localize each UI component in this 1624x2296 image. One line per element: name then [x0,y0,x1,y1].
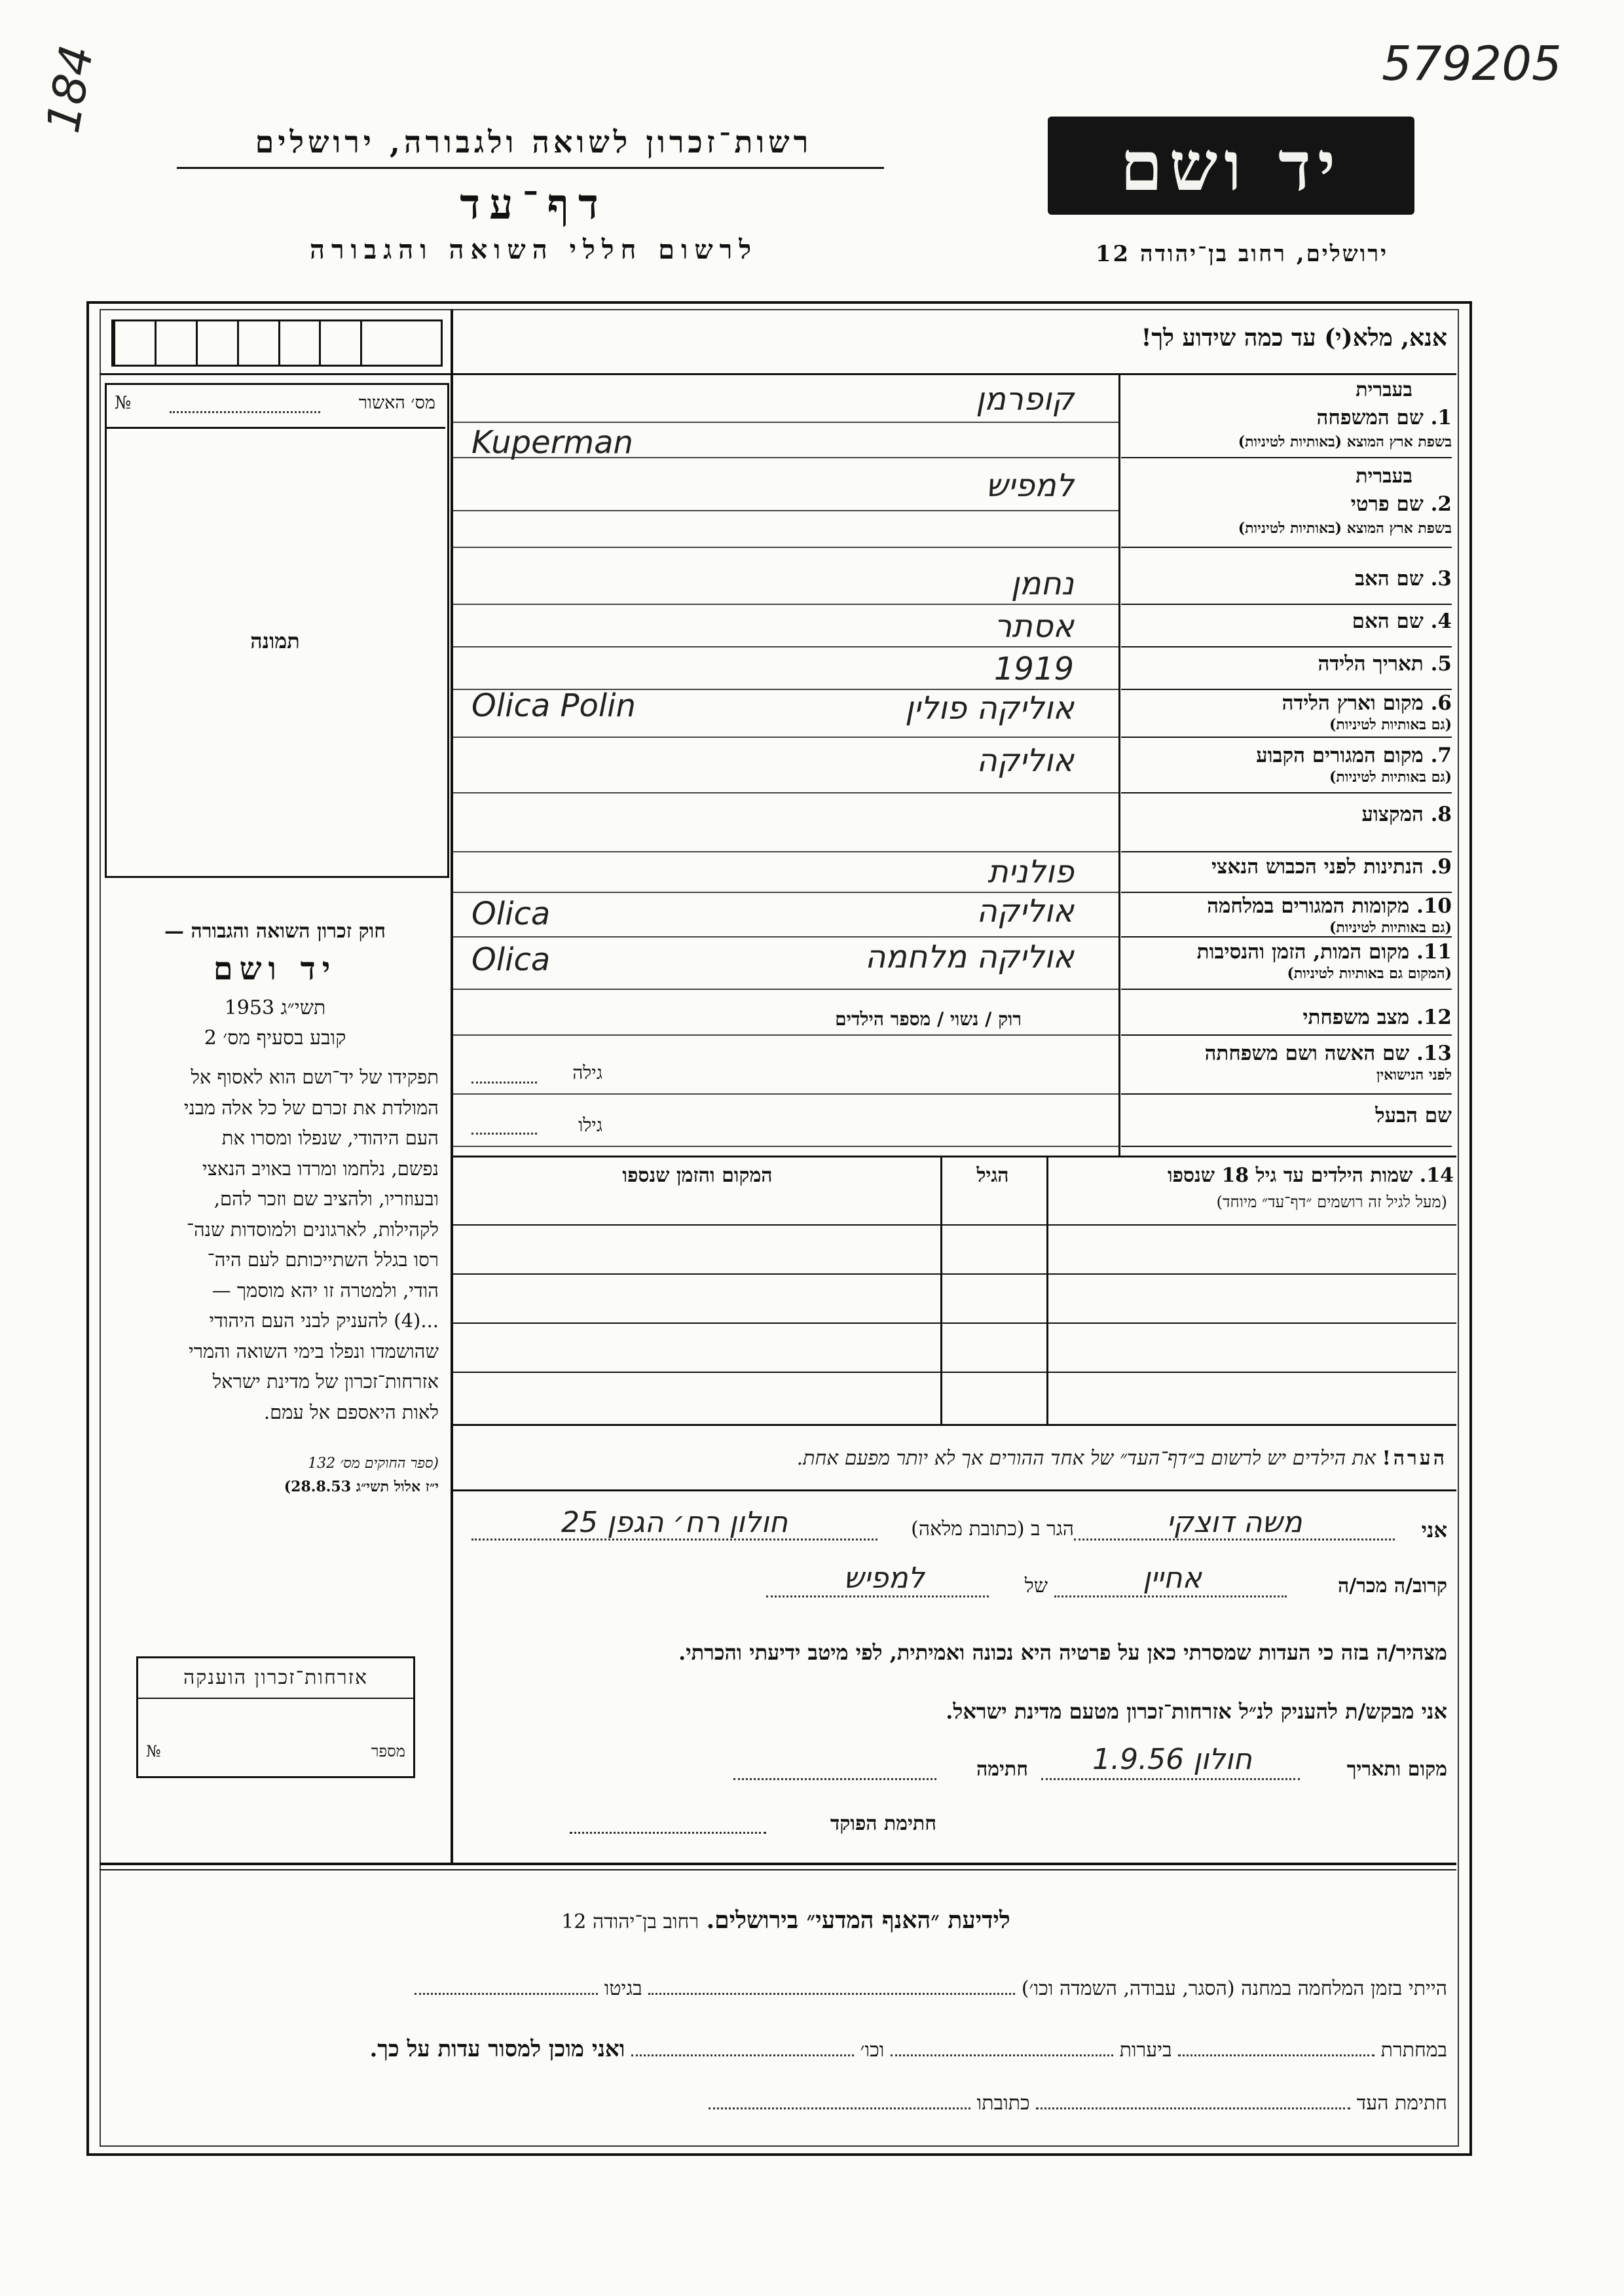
field-value-hebrew[interactable]: קופרמן [976,381,1074,418]
form-field-label: 7. מקום המגורים הקבוע [1256,744,1452,767]
field-value-latin[interactable]: Olica [471,941,551,978]
form-field-row [1121,648,1452,689]
signature-label: חתימה [976,1758,1028,1781]
form-field-row [1121,851,1452,892]
declarant-name[interactable]: משה דוצקי [1166,1506,1302,1539]
children-note: הערה! את הילדים יש לרשום ב״דף־העד״ של אחד ההורים אך לא יותר מפעם אחת. [796,1447,1447,1470]
law-body [105,1062,445,1427]
logo-text: יד ושם [1120,125,1342,206]
law-year: תשי״ג 1953 [224,996,326,1019]
form-field-label: 4. שם האם [1352,610,1452,633]
law-body-line: רסו בגלל השתייכותם לעם היה־ [207,1248,439,1271]
form-field-label: 13. שם האשה ושם משפחתה [1204,1042,1452,1065]
form-field-row [1121,1002,1452,1034]
form-field-sublabel: לפני הנישואין [1376,1066,1452,1084]
footer-line-1: הייתי בזמן המלחמה במחנה (הסגר, עבודה, השמדה וכו׳) בגיטו [144,1977,1447,2000]
law-body-line: תפקידו של יד־ושם הוא לאסוף אל [191,1066,439,1088]
field-value-latin[interactable]: Olica [471,896,551,932]
form-field-label: 5. תאריך הלידה [1318,652,1452,676]
officer-signature-label: חתימת הפוקד [830,1812,936,1835]
law-body-line: נפשם, נלחמו ומרדו באויב הנאצי [202,1157,439,1180]
resides-label: הגר ב (כתובת מלאה) [911,1518,1074,1540]
form-title: דף־עד [460,180,608,229]
code-boxes [111,319,443,367]
field-value-hebrew[interactable]: 1919 [993,651,1074,687]
law-body-line: ובעוזריו, ולהציב שם וזכר להם, [213,1188,439,1210]
form-field-row [1121,465,1452,547]
field-value-hebrew[interactable]: אסתר [994,608,1074,645]
citizenship-title: אזרחות־זכרון הוענקה [183,1666,368,1689]
footer-title: לידיעת ״האנף המדעי״ בירושלים. [706,1906,1010,1934]
footer-address: רחוב בן־יהודה 12 [561,1910,699,1933]
marital-status-options: רוק / נשוי / מספר הילדים [835,1008,1022,1030]
hebrew-column-label: בעברית [1356,378,1412,401]
children-label: 14. שמות הילדים עד גיל 18 שנספו [1167,1164,1454,1187]
husband-age-label: גילו [578,1114,602,1136]
wife-age-label: גילה [572,1062,602,1084]
place-date-value[interactable]: חולון 1.9.56 [1092,1743,1252,1776]
form-field-sublabel: (גם באותיות לטיניות) [1329,716,1452,733]
form-field-label: 2. שם פרטי [1350,492,1452,516]
form-subtitle: לרשום חללי השואה והגבורה [309,234,758,265]
form-field-sublabel: (גם באותיות לטיניות) [1329,769,1452,786]
form-field-sublabel: (גם באותיות לטיניות) [1329,919,1452,936]
form-field-sublabel: בשפת ארץ המוצא (באותיות לטיניות) [1238,433,1452,450]
form-field-label: 9. הנתינות לפני הכבוש הנאצי [1211,855,1452,879]
law-reference-date: י״ז אלול תשי״ג 28.8.53) [284,1478,439,1495]
form-field-row [1121,936,1452,989]
form-field-label: שם הבעל [1375,1104,1452,1127]
form-field-label: 1. שם המשפחה [1316,406,1452,429]
approval-label [115,393,435,413]
declarant-address[interactable]: חולון רח׳ הגפן 25 [561,1506,788,1539]
hebrew-column-label: בעברית [1356,465,1412,488]
field-value-hebrew[interactable]: אוליקה פולין [905,690,1074,727]
form-field-label: 11. מקום המות, הזמן והנסיבות [1196,940,1452,964]
law-body-line: ...(4) להעניק לבני העם היהודי [209,1309,439,1332]
institution-line: רשות־זכרון לשואה ולגבורה, ירושלים [255,124,813,160]
form-field-row [1121,378,1452,457]
form-field-row [1121,563,1452,604]
form-field-label: 3. שם האב [1355,567,1452,591]
field-value-hebrew[interactable]: אוליקה [976,742,1074,779]
law-body-line: העם היהודי, שנפלו ומסרו את [221,1127,439,1149]
law-clause: קובע בסעיף מס׳ 2 [204,1027,346,1049]
declaration-statement: מצהיר/ה בזה כי העדות שמסרתי כאן על פרטיה היא נכונה ואמיתית, לפי מיטב ידיעתי והכרתי. [678,1640,1447,1665]
form-field-row [1121,1038,1452,1093]
citizenship-box [136,1656,415,1778]
law-reference: (ספר החוקים מס׳ 132 [308,1455,439,1472]
declaration-request: אני מבקש/ת להעניק לנ״ל אזרחות־זכרון מטעם מדינת ישראל. [946,1699,1447,1724]
field-value-hebrew[interactable]: פולנית [987,854,1074,890]
law-body-line: אזרחות־זכרון של מדינת ישראל [212,1370,439,1393]
footer-line-2: במחתרת ביערות וכו׳ ואני מוכן למסור עדות על כך. [369,2036,1447,2062]
relation-value[interactable]: אחיין [1143,1561,1202,1595]
field-value-latin[interactable]: Kuperman [471,424,633,461]
relation-label: קרוב/ה מכר/ה [1338,1575,1447,1597]
field-value-hebrew[interactable]: למפיש [986,467,1074,504]
form-field-row [1121,1100,1452,1146]
form-field-row [1121,799,1452,851]
form-field-row [1121,890,1452,936]
archive-number: 579205 [1382,36,1562,91]
form-field-label: 6. מקום וארץ הלידה [1282,691,1452,715]
children-place-header: המקום והזמן שנספו [622,1164,773,1187]
form-field-sublabel: בשפת ארץ המוצא (באותיות לטיניות) [1238,520,1452,537]
photo-label: תמונה [250,629,300,653]
law-body-line: הודי, ולמטרה זו יהא מוסמך — [212,1279,439,1302]
yad-vashem-logo [1048,117,1414,215]
law-heading-logo: יד ושם [213,951,337,987]
of-name[interactable]: למפיש [843,1561,925,1595]
approval-number-label: מס׳ האשור [358,393,435,413]
declarant-label: אני [1421,1518,1447,1542]
form-field-label: 12. מצב משפחתי [1302,1006,1452,1029]
citizenship-number: מספר № [146,1742,405,1760]
field-value-hebrew[interactable]: אוליקה מלחמה [864,939,1074,975]
field-value-hebrew[interactable]: נחמן [1010,566,1074,602]
law-body-line: שהושמדו ונפלו בימי השואה והמרי [189,1339,439,1362]
children-sublabel: (מעל לגיל זה רושמים ״דף־עד״ מיוחד) [1216,1193,1447,1211]
of-label: של [1024,1575,1048,1597]
place-date-label: מקום ותאריך [1346,1758,1447,1781]
footer-line-3: חתימת העד כתובתו [589,2092,1447,2115]
form-field-sublabel: (המקום גם באותיות לטיניות) [1287,965,1452,982]
form-field-row [1121,687,1452,737]
form-field-label: 8. המקצוע [1361,803,1452,826]
law-body-line: המולדת את זכרם של כל אלה מבני [183,1096,439,1119]
form-field-row [1121,740,1452,792]
children-age-header: הגיל [976,1164,1009,1187]
law-body-line: לקהילות, לארגונים ולמוסדות שנה־ [186,1218,439,1241]
law-heading: חוק זכרון השואה והגבורה — [164,920,386,943]
form-field-label: 10. מקומות המגורים במלחמה [1207,894,1452,918]
form-instruction: אנא, מלא(י) עד כמה שידוע לך! [1141,324,1447,352]
header-address: ירושלים, רחוב בן־יהודה 12 [1095,241,1388,267]
field-value-hebrew[interactable]: אוליקה [976,893,1074,930]
field-value-latin[interactable]: Olica Polin [471,687,636,724]
form-field-row [1121,606,1452,646]
approval-no-sign: № [115,393,132,413]
law-body-line: לאות היאספם אל עמם. [263,1400,439,1423]
corner-handwritten-number: 184 [35,41,104,137]
footer-title-row [393,1906,1179,1934]
